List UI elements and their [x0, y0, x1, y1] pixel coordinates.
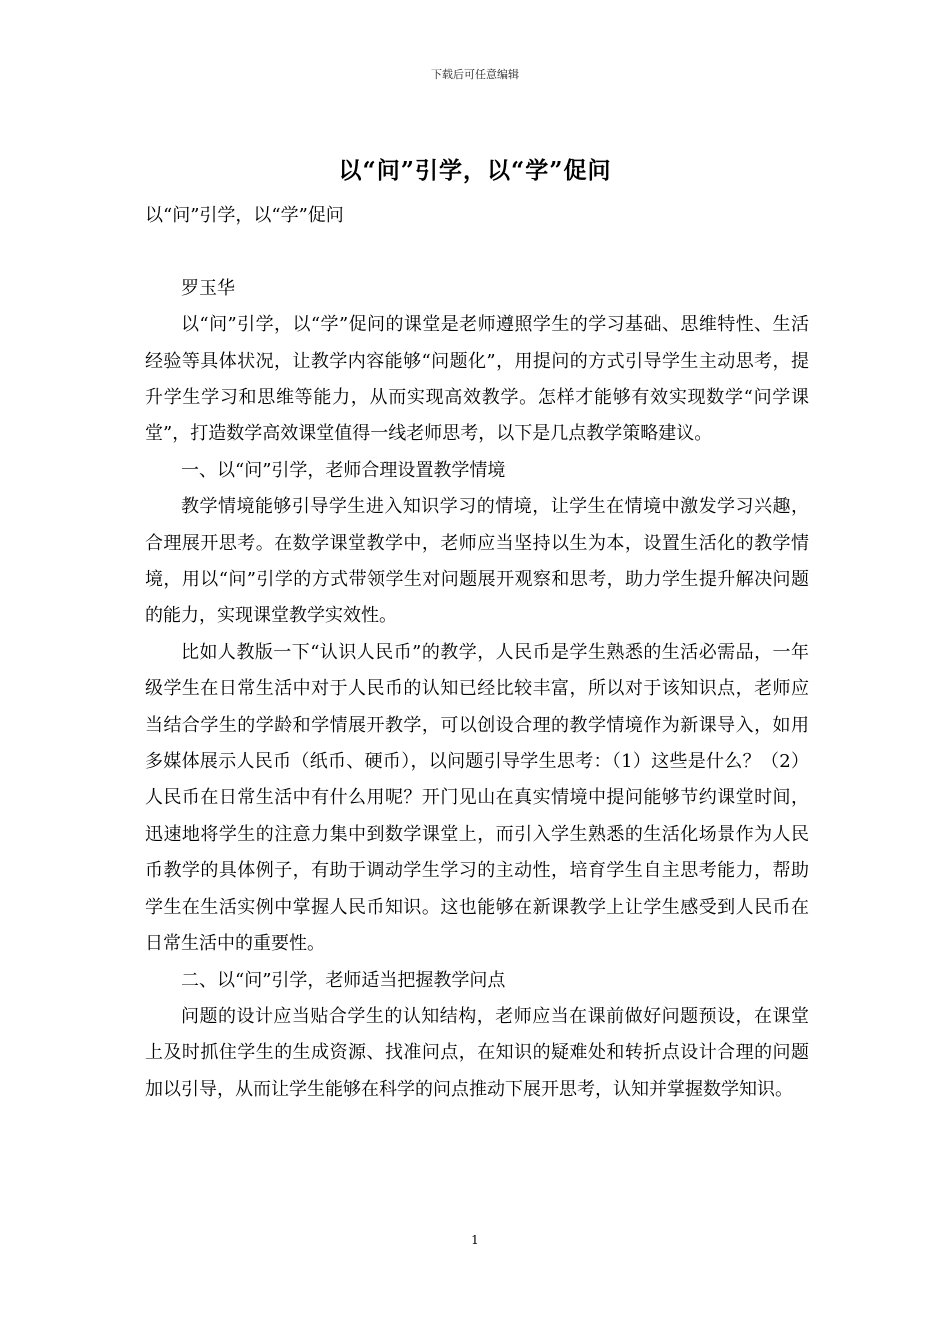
section-heading-2: 二、以“问”引学，老师适当把握教学问点: [181, 969, 506, 991]
section-2-paragraph: 问题的设计应当贴合学生的认知结构，老师应当在课前做好问题预设，在课堂上及时抓住学生的生成资源、找准问点，在知识的疑难处和转折点设计合理的问题加以引导，从而让学生能够在科学的问点推动下展开思考，认知并掌握数学知识。: [145, 1005, 809, 1100]
document-subtitle: 以“问”引学，以“学”促问: [145, 205, 344, 226]
blank-line: [145, 234, 809, 270]
page-header-note: 下载后可任意编辑: [431, 68, 519, 81]
example-paragraph: 比如人教版一下“认识人民币”的教学，人民币是学生熟悉的生活必需品，一年级学生在日常生活中对于人民币的认知已经比较丰富，所以对于该知识点，老师应当结合学生的学龄和学情展开教学，可以创设合理的教学情境作为新课导入，如用多媒体展示人民币（纸币、硬币），以问题引导学生思考：（1）这些是什么？（2）人民币在日常生活中有什么用呢？开门见山在真实情境中提问能够节约课堂时间，迅速地将学生的注意力集中到数学课堂上，而引入学生熟悉的生活化场景作为人民币教学的具体例子，有助于调动学生学习的主动性，培育学生自主思考能力，帮助学生在生活实例中掌握人民币知识。这也能够在新课教学上让学生感受到人民币在日常生活中的重要性。: [145, 641, 809, 955]
document-title: 以“问”引学，以“学”促问: [338, 157, 612, 184]
section-heading-1: 一、以“问”引学，老师合理设置教学情境: [181, 459, 506, 481]
document-body: [145, 198, 809, 1108]
intro-paragraph: 以“问”引学，以“学”促问的课堂是老师遵照学生的学习基础、思维特性、生活经验等具体状况，让教学内容能够“问题化”，用提问的方式引导学生主动思考，提升学生学习和思维等能力，从而实现高效教学。怎样才能够有效实现数学“问学课堂”，打造数学高效课堂值得一线老师思考，以下是几点教学策略建议。: [145, 314, 809, 445]
page-number: 1: [471, 1233, 479, 1247]
section-1-paragraph: 教学情境能够引导学生进入知识学习的情境，让学生在情境中激发学习兴趣，合理展开思考。在数学课堂教学中，老师应当坚持以生为本，设置生活化的教学情境，用以“问”引学的方式带领学生对问题展开观察和思考，助力学生提升解决问题的能力，实现课堂教学实效性。: [145, 496, 809, 627]
author-name: 罗玉华: [181, 277, 235, 299]
